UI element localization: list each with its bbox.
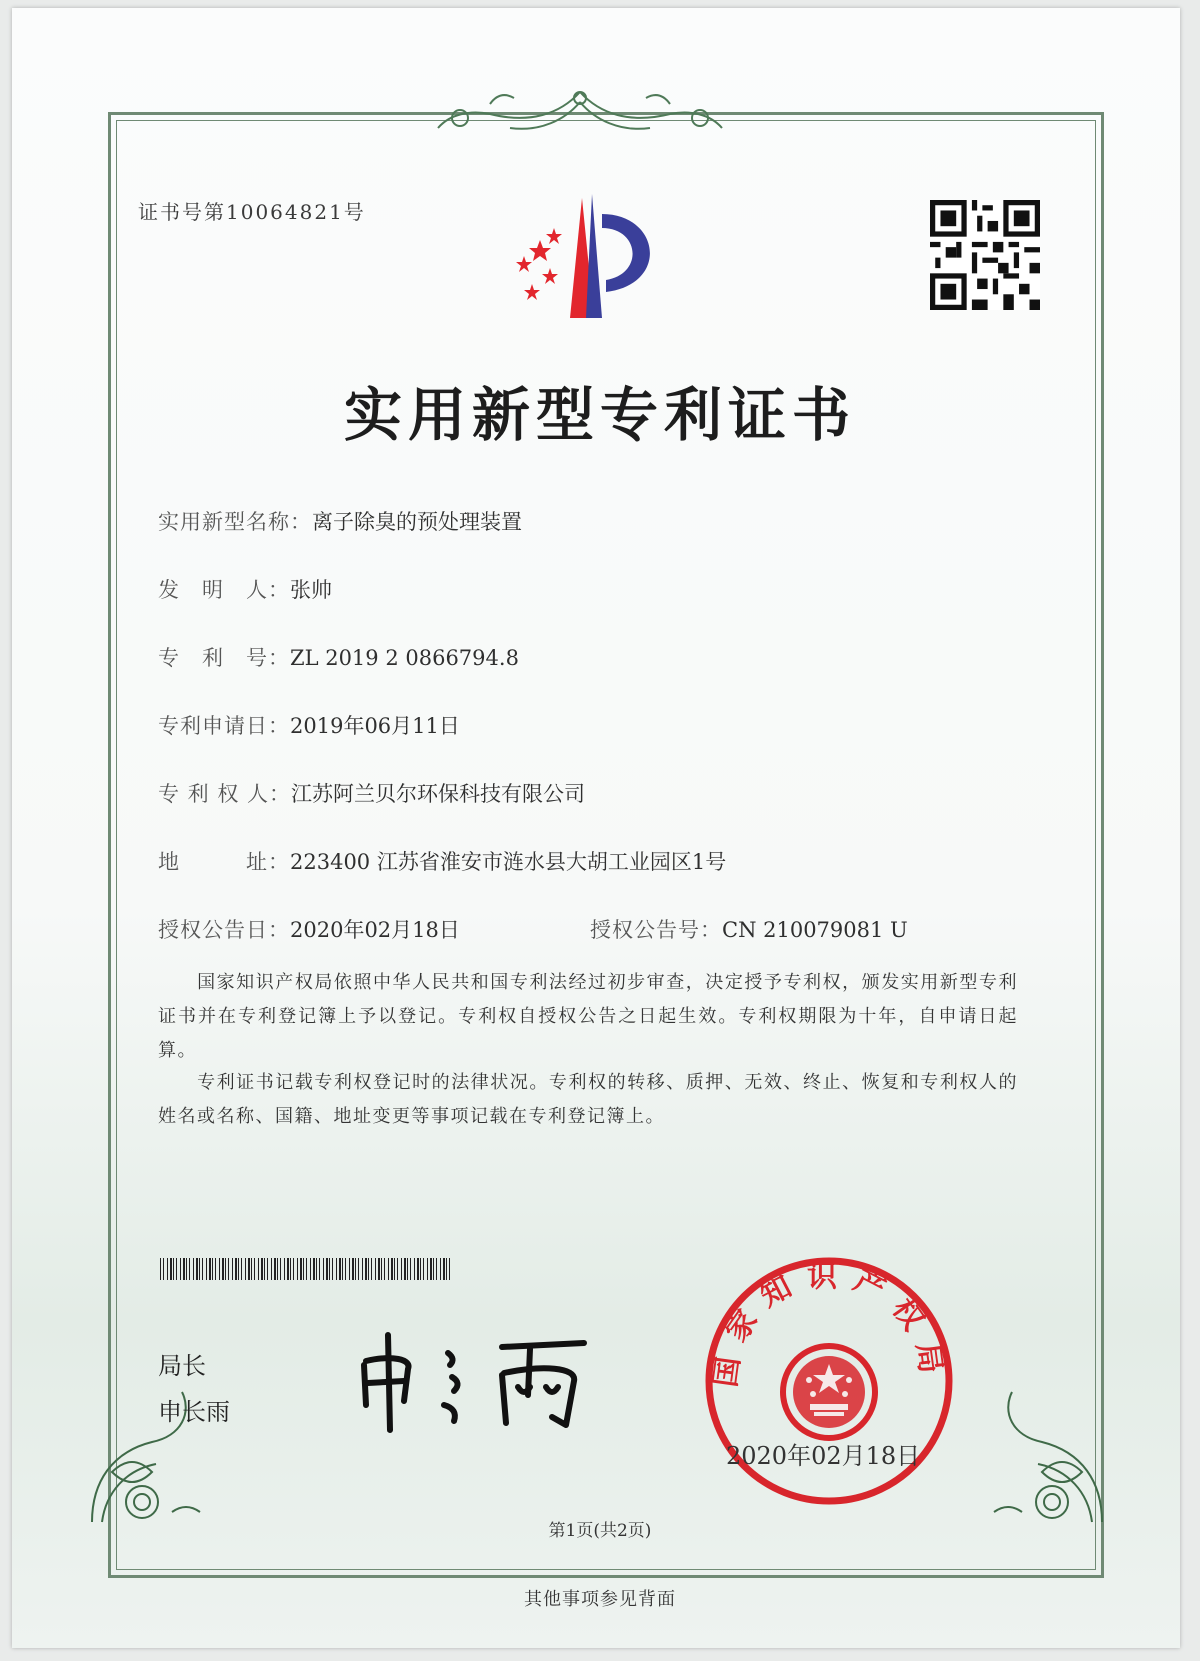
- field-patent-no-value: ZL 2019 2 0866794.8: [290, 646, 519, 670]
- field-name-label: 实用新型名称：: [158, 510, 312, 534]
- field-inventor-label: 发 明 人：: [158, 578, 290, 602]
- body-paragraph-2: 专利证书记载专利权登记时的法律状况。专利权的转移、质押、无效、终止、恢复和专利权人的姓名或名称、国籍、地址变更等事项记载在专利登记簿上。: [158, 1072, 1018, 1127]
- cnipa-logo-icon: [510, 188, 685, 328]
- director-title: 局长: [158, 1352, 206, 1380]
- footer-note: 其他事项参见背面: [524, 1589, 676, 1610]
- field-grant-date: [158, 914, 460, 944]
- page-number: 第1页(共2页): [548, 1521, 652, 1541]
- field-patent-no-label: 专 利 号：: [158, 646, 290, 670]
- body-paragraph-1: 国家知识产权局依照中华人民共和国专利法经过初步审查，决定授予专利权，颁发实用新型专利证书并在专利登记簿上予以登记。专利权自授权公告之日起生效。专利权期限为十年，自申请日起算。: [158, 972, 1018, 1061]
- field-patentee-value: 江苏阿兰贝尔环保科技有限公司: [291, 782, 586, 806]
- seal-text: 国家知识产权局: [708, 1259, 950, 1390]
- field-address-value: 223400 江苏省淮安市涟水县大胡工业园区1号: [290, 850, 727, 874]
- field-grant-no-value: CN 210079081 U: [722, 918, 908, 942]
- qr-code-icon: [930, 200, 1040, 310]
- certificate-title: 实用新型专利证书: [343, 381, 856, 449]
- field-inventor-value: 张帅: [290, 578, 332, 602]
- field-filing-date: [158, 710, 460, 740]
- field-address: [158, 846, 726, 876]
- field-grant-date-label: 授权公告日：: [158, 918, 290, 942]
- bottom-right-ornament-icon: [982, 1382, 1112, 1532]
- field-patent-no: [158, 642, 519, 672]
- field-inventor: [158, 574, 332, 604]
- field-filing-date-label: 专利申请日：: [158, 714, 290, 738]
- field-patentee: [158, 778, 585, 808]
- certificate-number: 证书号第10064821号: [138, 200, 366, 224]
- barcode-icon: [160, 1258, 452, 1280]
- field-address-label: 地 址：: [158, 850, 290, 874]
- official-seal-icon: [700, 1252, 958, 1510]
- seal-date: 2020年02月18日: [726, 1442, 921, 1470]
- field-name: [158, 506, 522, 536]
- signature-icon: [352, 1325, 612, 1435]
- director-name: 申长雨: [158, 1398, 230, 1426]
- field-filing-date-value: 2019年06月11日: [290, 714, 460, 738]
- top-ornament-icon: [430, 84, 730, 140]
- field-name-value: 离子除臭的预处理装置: [312, 510, 522, 534]
- field-grant-date-value: 2020年02月18日: [290, 918, 460, 942]
- field-grant-no-label: 授权公告号：: [590, 918, 722, 942]
- field-grant-no: [590, 914, 908, 944]
- field-patentee-label: 专 利 权 人：: [158, 782, 292, 806]
